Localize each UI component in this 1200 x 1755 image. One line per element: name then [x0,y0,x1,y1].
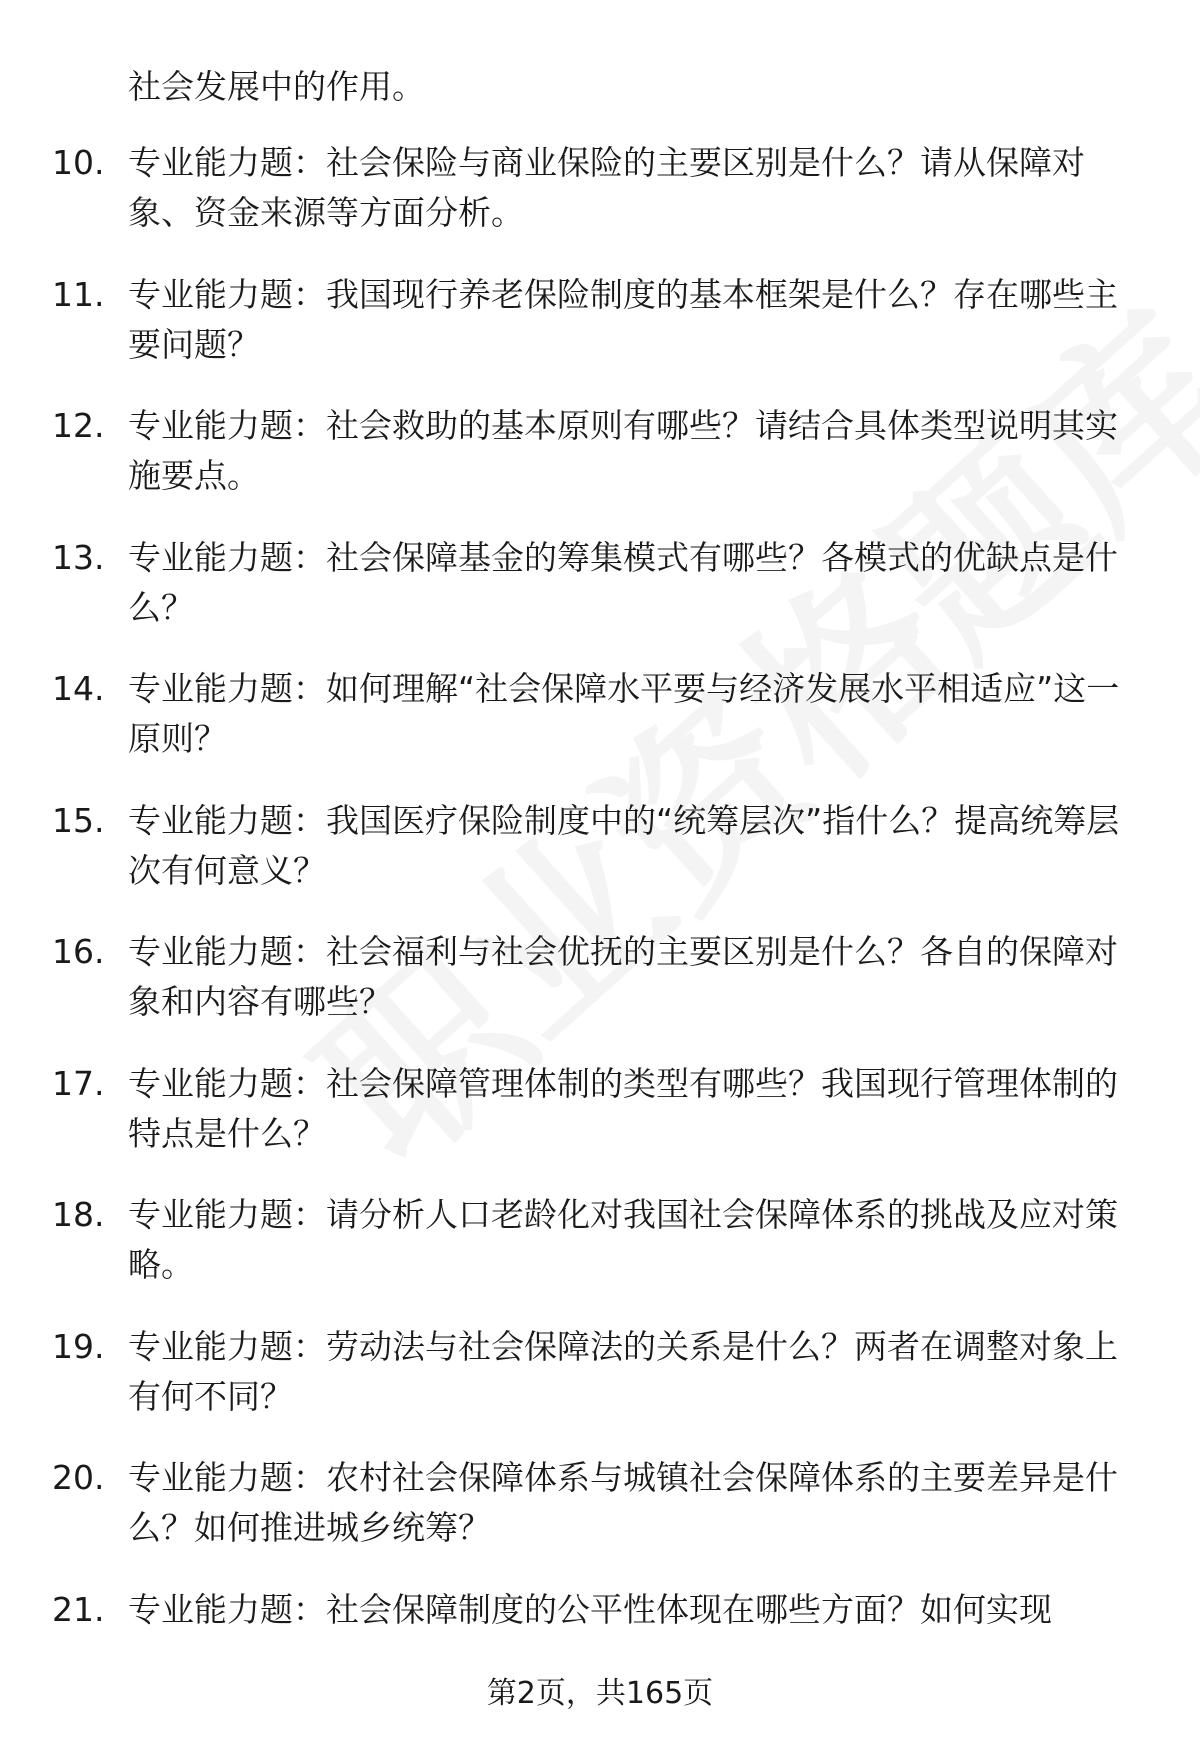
question-item [0,270,1200,402]
question-number: 11. [52,274,105,314]
question-text: 专业能力题：社会救助的基本原则有哪些？请结合具体类型说明其实施要点。 [128,406,1118,495]
question-number: 10. [52,143,105,182]
question-text: 专业能力题：如何理解“社会保障水平要与经济发展水平相适应”这一原则？ [128,669,1120,758]
question-item [0,1190,1200,1322]
question-item [0,796,1200,928]
question-item [0,138,1200,270]
question-number: 18. [52,1195,105,1234]
question-number: 17. [52,1063,105,1103]
question-item [0,1453,1200,1585]
continuation-text: 社会发展中的作用。 [128,67,425,106]
question-text: 专业能力题：农村社会保障体系与城镇社会保障体系的主要差异是什么？如何推进城乡统筹？ [128,1458,1118,1547]
question-item [0,401,1200,533]
question-number: 20. [52,1458,105,1497]
question-text: 专业能力题：请分析人口老龄化对我国社会保障体系的挑战及应对策略。 [128,1195,1118,1284]
question-number: 12. [52,406,105,445]
question-number: 16. [52,932,105,971]
question-number: 19. [52,1326,105,1366]
question-list [0,138,1200,1716]
question-text: 专业能力题：社会福利与社会优抚的主要区别是什么？各自的保障对象和内容有哪些？ [128,932,1118,1021]
question-text: 专业能力题：我国医疗保险制度中的“统筹层次”指什么？提高统筹层次有何意义？ [128,800,1120,890]
question-text: 专业能力题：社会保障管理体制的类型有哪些？我国现行管理体制的特点是什么？ [128,1063,1118,1153]
question-number: 13. [52,537,105,577]
question-item [0,664,1200,796]
question-text: 专业能力题：社会保险与商业保险的主要区别是什么？请从保障对象、资金来源等方面分析。 [128,143,1085,232]
question-text: 专业能力题：我国现行养老保险制度的基本框架是什么？存在哪些主要问题？ [128,274,1118,364]
question-text: 专业能力题：社会保障基金的筹集模式有哪些？各模式的优缺点是什么？ [128,537,1118,627]
question-text: 专业能力题：社会保障制度的公平性体现在哪些方面？如何实现 [128,1589,1052,1629]
question-number: 15. [52,800,105,840]
page-footer: 第2页，共165页 [486,1676,714,1711]
question-number: 21. [52,1589,105,1629]
question-item [0,533,1200,665]
question-number: 14. [52,669,105,708]
question-item [0,1322,1200,1454]
question-item [0,927,1200,1059]
question-item [0,1059,1200,1191]
question-text: 专业能力题：劳动法与社会保障法的关系是什么？两者在调整对象上有何不同？ [128,1326,1118,1416]
